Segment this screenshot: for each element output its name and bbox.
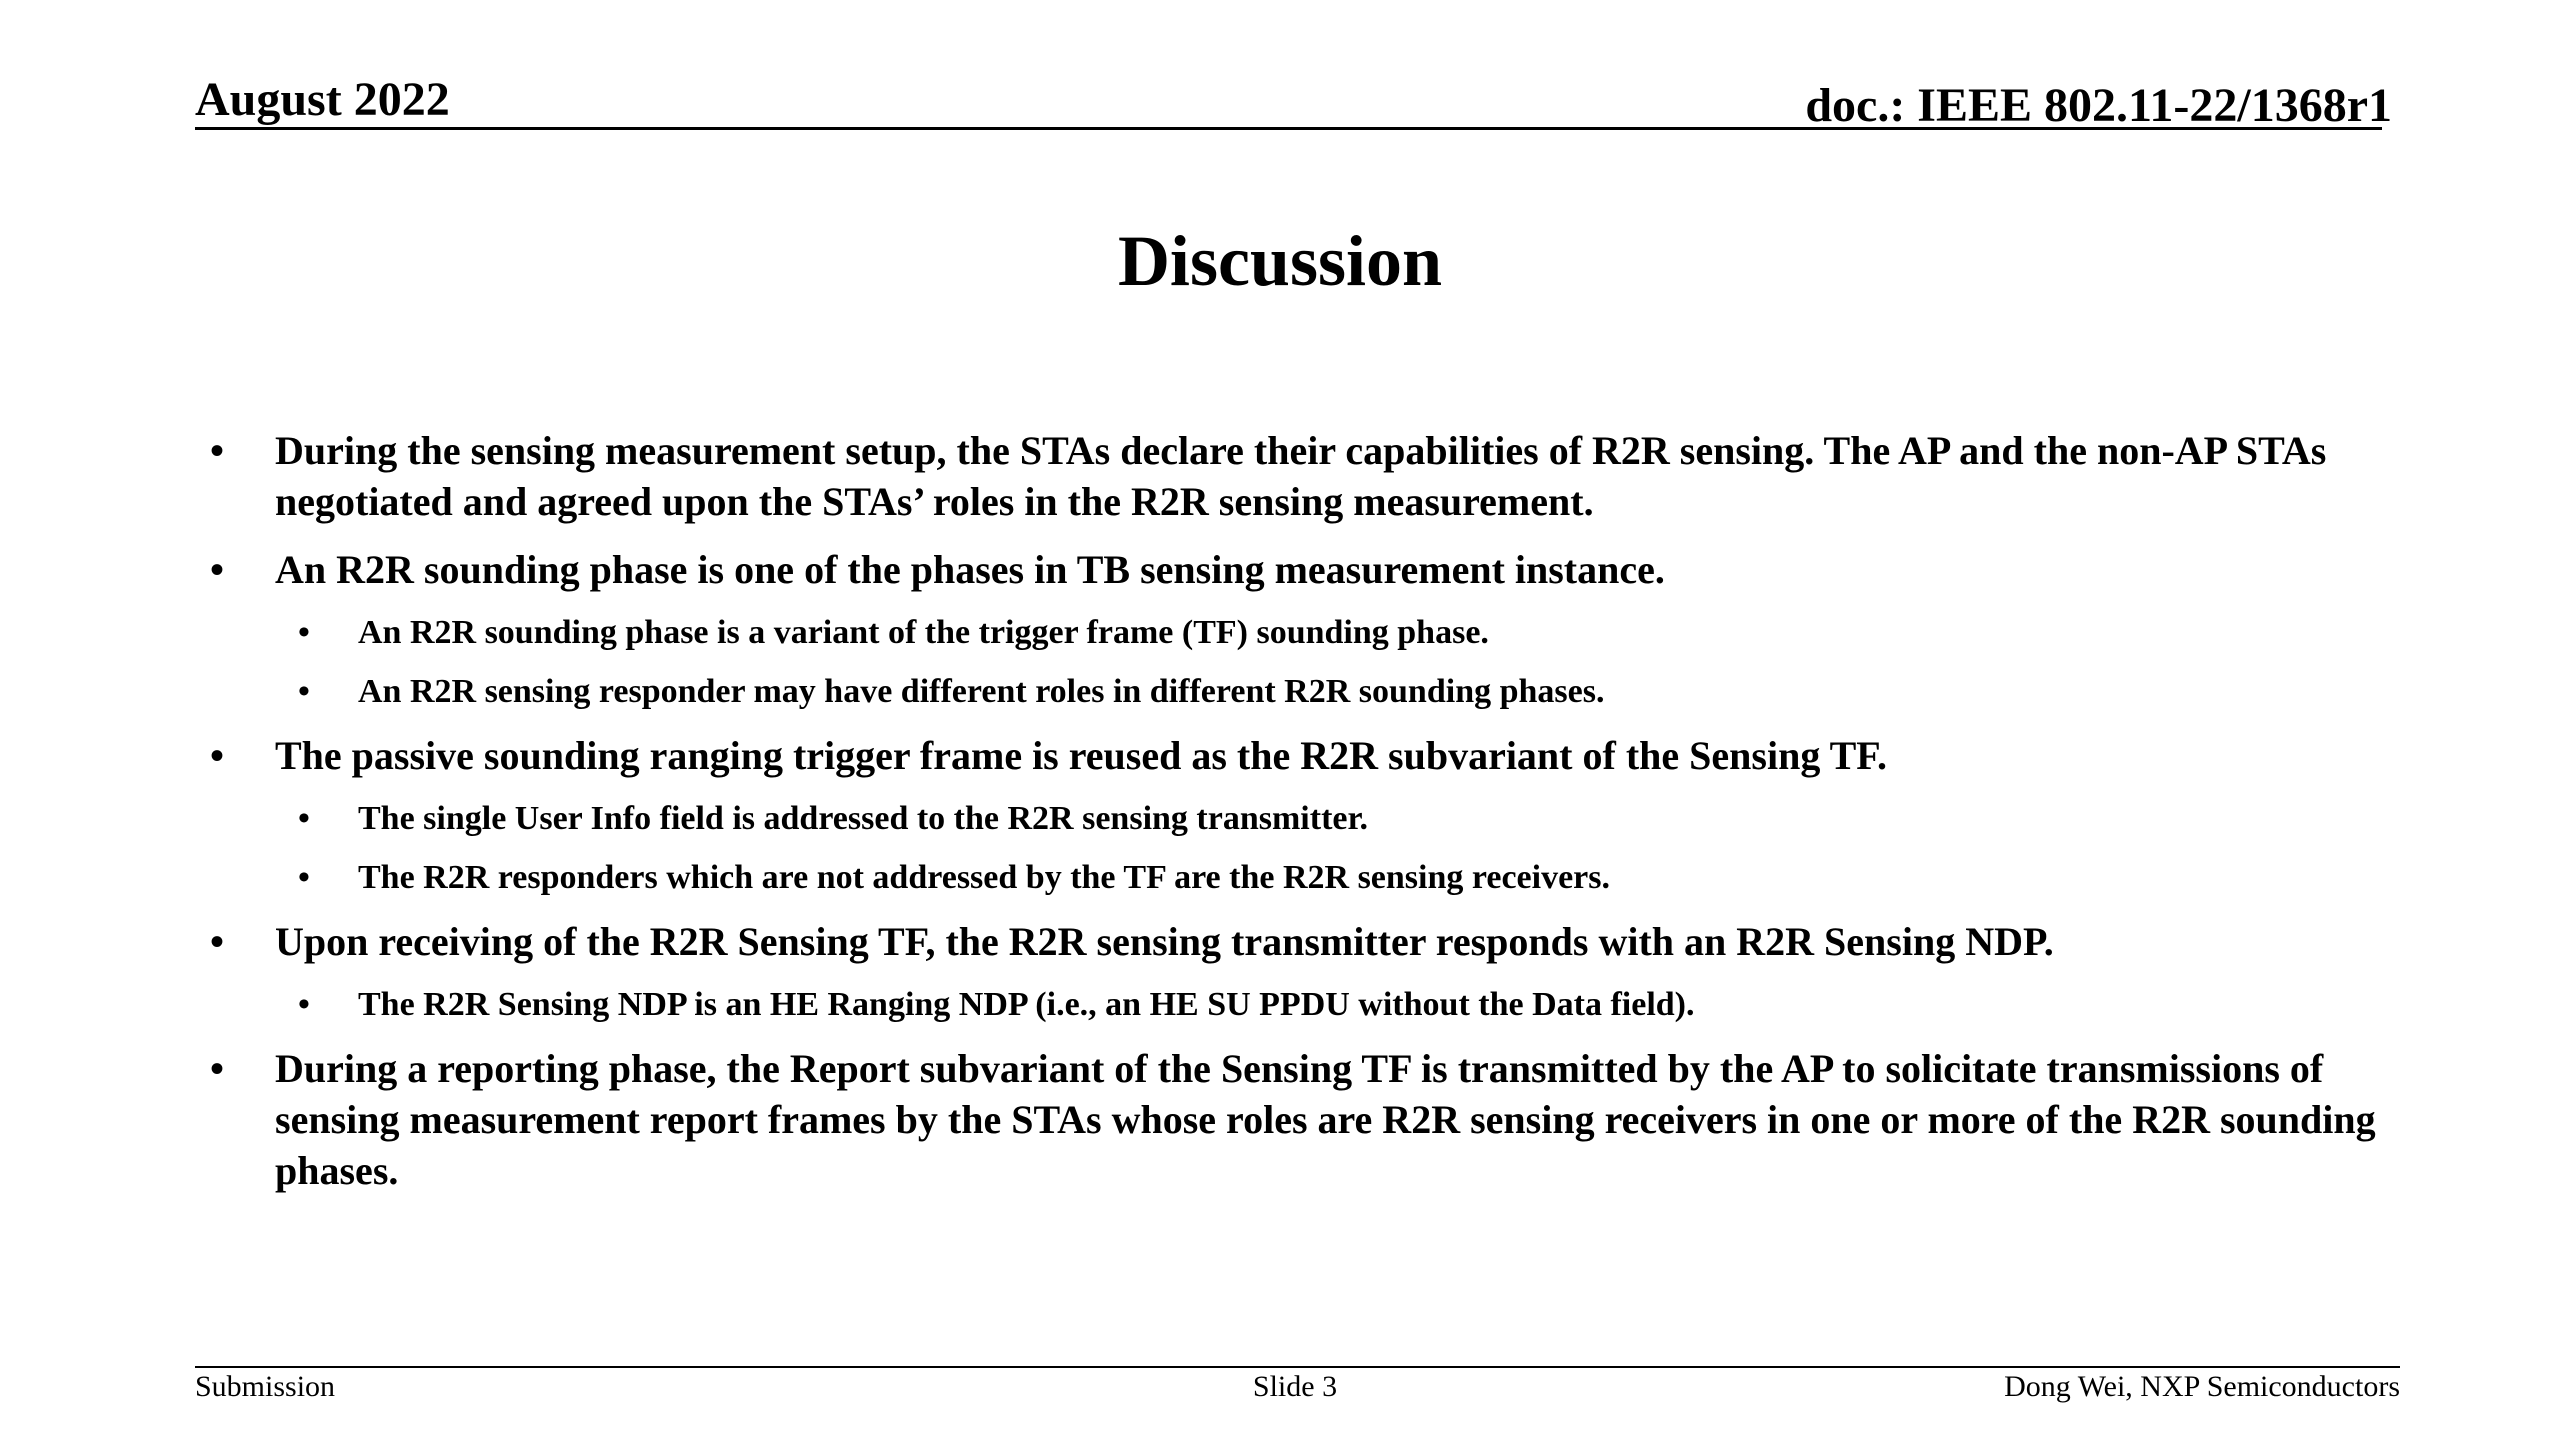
footer-slide-number: Slide 3 [1252, 1370, 1338, 1403]
bullet-item [210, 916, 2390, 967]
sub-bullet-item [210, 798, 2390, 840]
bullet-icon: • [210, 428, 225, 473]
sub-bullet-item [210, 984, 2390, 1026]
sub-bullet-text: An R2R sounding phase is a variant of the trigger frame (TF) sounding phase. [358, 614, 1489, 651]
bullet-icon: • [298, 859, 310, 896]
bullet-text: The passive sounding ranging trigger frame is reused as the R2R subvariant of the Sensing TF. [275, 733, 1888, 778]
bullet-icon: • [298, 986, 310, 1023]
bullet-item [210, 544, 2390, 595]
header-divider [195, 127, 2382, 130]
header-doc-number: doc.: IEEE 802.11-22/1368r1 [1805, 79, 2392, 132]
bullet-icon: • [210, 1046, 225, 1091]
sub-bullet-text: The R2R Sensing NDP is an HE Ranging NDP (i.e., an HE SU PPDU without the Data field). [358, 986, 1695, 1023]
header-date: August 2022 [195, 73, 450, 126]
bullet-text: Upon receiving of the R2R Sensing TF, the R2R sensing transmitter responds with an R2R Sensing NDP. [275, 919, 2054, 964]
bullet-text: During a reporting phase, the Report subvariant of the Sensing TF is transmitted by the AP to solicitate transmissions of sensing measurement report frames by the STAs whose roles are R2R sensing receivers in one or more of the R2R sounding phases. [275, 1046, 2376, 1193]
sub-bullet-text: An R2R sensing responder may have different roles in different R2R sounding phases. [358, 673, 1605, 710]
bullet-text: During the sensing measurement setup, the STAs declare their capabilities of R2R sensing. The AP and the non-AP STAs negotiated and agreed upon the STAs’ roles in the R2R sensing measurement. [275, 428, 2327, 524]
bullet-item [210, 730, 2390, 781]
sub-bullet-item [210, 671, 2390, 713]
bullet-icon: • [210, 733, 225, 778]
bullet-list [210, 425, 2390, 1213]
sub-bullet-text: The R2R responders which are not addressed by the TF are the R2R sensing receivers. [358, 859, 1611, 896]
footer-author: Dong Wei, NXP Semiconductors [2004, 1370, 2400, 1403]
slide-title: Discussion [1117, 221, 1443, 301]
bullet-item [210, 425, 2390, 527]
footer-divider [195, 1366, 2400, 1368]
sub-bullet-text: The single User Info field is addressed to the R2R sensing transmitter. [358, 800, 1368, 837]
bullet-icon: • [298, 673, 310, 710]
bullet-icon: • [210, 547, 225, 592]
bullet-icon: • [210, 919, 225, 964]
sub-bullet-item [210, 612, 2390, 654]
bullet-item [210, 1043, 2390, 1196]
bullet-icon: • [298, 614, 310, 651]
footer-submission: Submission [195, 1370, 336, 1403]
bullet-icon: • [298, 800, 310, 837]
bullet-text: An R2R sounding phase is one of the phases in TB sensing measurement instance. [275, 547, 1665, 592]
sub-bullet-item [210, 857, 2390, 899]
